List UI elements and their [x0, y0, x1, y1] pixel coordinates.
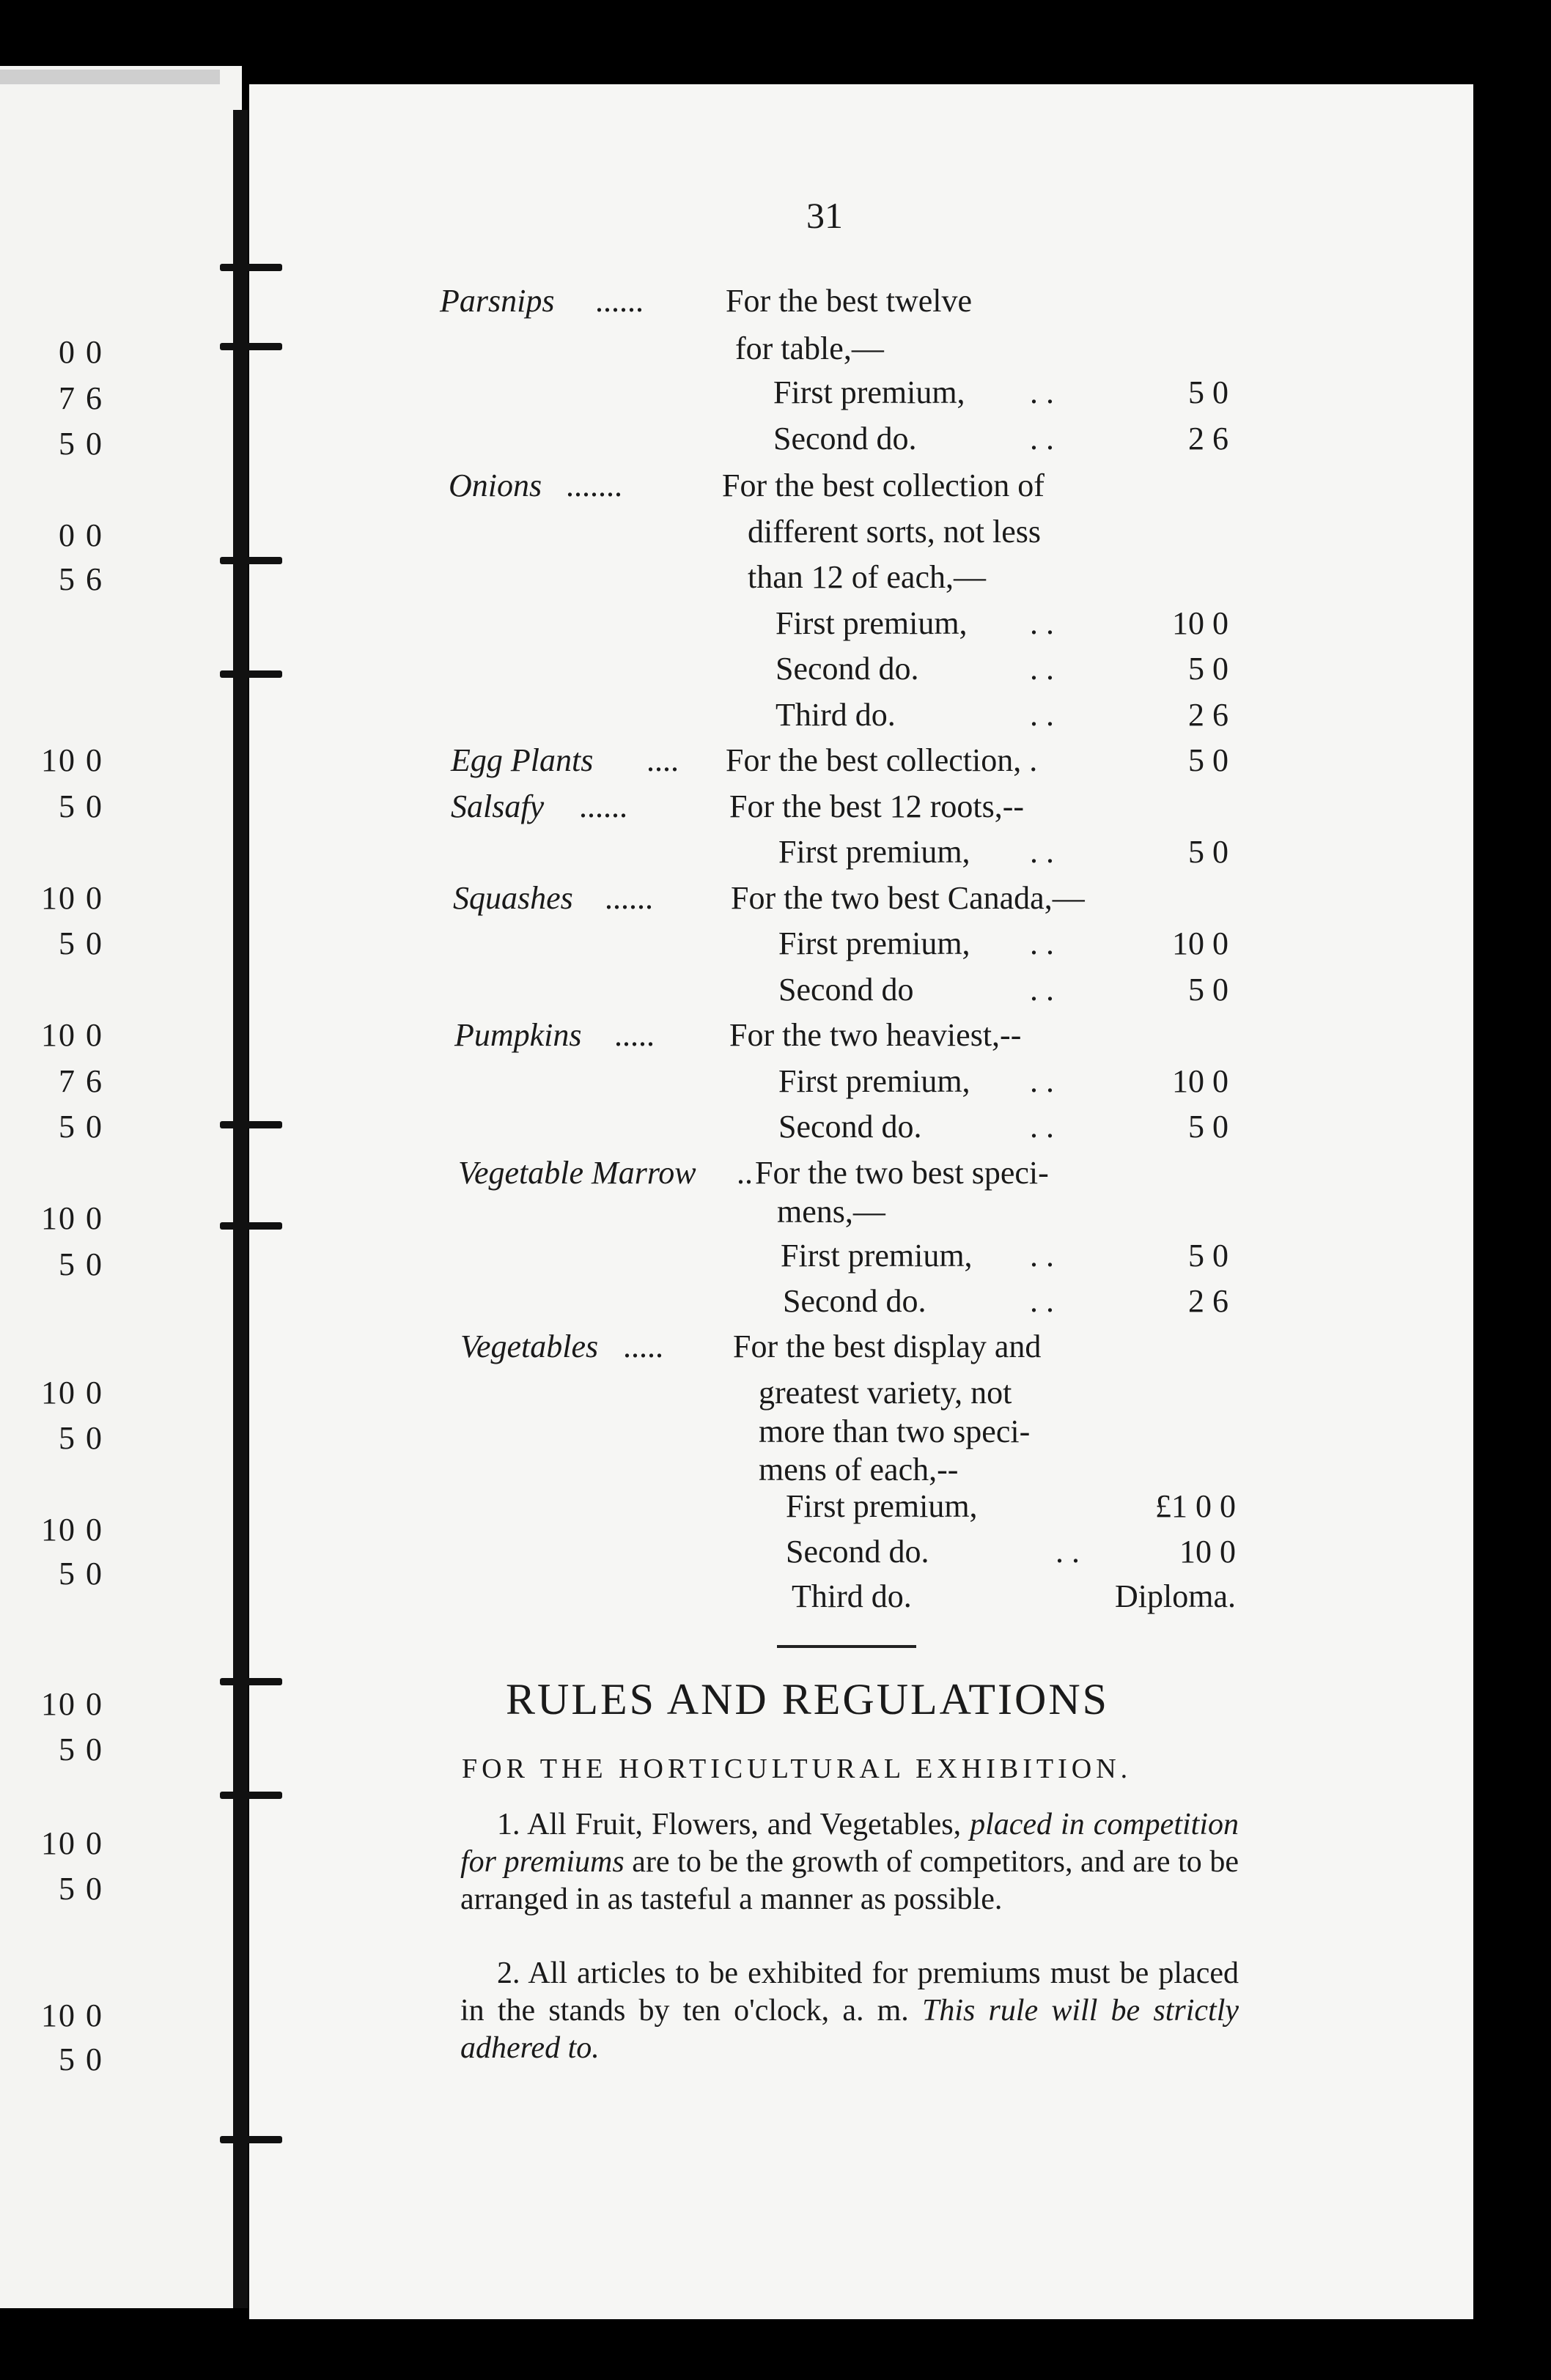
- leader-dots: ......: [595, 283, 644, 319]
- stitch-mark: [220, 343, 282, 350]
- entry-description: mens of each,--: [759, 1452, 959, 1488]
- left-page-amount: 0 0: [59, 334, 103, 370]
- premium-label: Second do: [778, 972, 914, 1008]
- page-edge: [0, 70, 220, 84]
- left-page-amount: 5 0: [59, 1109, 103, 1145]
- entry-name-parsnips: Parsnips: [440, 283, 555, 319]
- premium-amount: 10 0: [1172, 605, 1228, 641]
- leader-dots: . .: [1030, 374, 1054, 410]
- entry-name-onions: Onions: [449, 468, 542, 503]
- left-page-amount: 5 0: [59, 1556, 103, 1592]
- premium-amount: 10 0: [1172, 1063, 1228, 1099]
- left-page-amount: 10 0: [41, 742, 103, 778]
- rule-1: [460, 1806, 1239, 1918]
- leader-dots: .......: [566, 468, 622, 503]
- stitch-mark: [220, 1678, 282, 1685]
- entry-description: more than two speci-: [759, 1413, 1031, 1449]
- leader-dots: .....: [614, 1017, 655, 1053]
- entry-description: mens,—: [777, 1194, 885, 1230]
- premium-amount: 5 0: [1188, 651, 1228, 687]
- entry-description: different sorts, not less: [748, 514, 1042, 550]
- rule-1-text-start: 1. All Fruit, Flowers, and Vegetables,: [497, 1808, 962, 1841]
- leader-dots: .....: [623, 1328, 663, 1364]
- stitch-mark: [220, 1121, 282, 1128]
- leader-dots: . .: [1030, 421, 1054, 457]
- binding-gutter: [233, 110, 248, 2308]
- rules-heading: RULES AND REGULATIONS: [506, 1675, 1110, 1723]
- premium-label: First premium,: [781, 1238, 973, 1274]
- premium-label: Second do.: [783, 1283, 926, 1319]
- left-page-amount: 5 0: [59, 1246, 103, 1282]
- premium-amount: £1 0 0: [1155, 1488, 1236, 1524]
- left-page-amount: 5 6: [59, 561, 103, 597]
- leader-dots: ......: [605, 880, 653, 916]
- left-page-amount: 7 6: [59, 1063, 103, 1099]
- left-page-amount: 7 6: [59, 380, 103, 416]
- entry-name-vegetables: Vegetables: [460, 1328, 599, 1364]
- left-page-amount: 10 0: [41, 1686, 103, 1722]
- entry-name-salsafy: Salsafy: [451, 788, 545, 824]
- left-page-amount: 10 0: [41, 1017, 103, 1053]
- premium-label: First premium,: [786, 1488, 978, 1524]
- left-page-amount: 10 0: [41, 1998, 103, 2033]
- left-page-amount: 10 0: [41, 880, 103, 916]
- premium-amount: 10 0: [1179, 1534, 1236, 1570]
- left-page-amount: 5 0: [59, 925, 103, 961]
- entry-description: For the best collection, .: [726, 742, 1038, 778]
- leader-dots: ......: [579, 788, 627, 824]
- entry-description: For the two heaviest,--: [729, 1017, 1022, 1053]
- entry-description: For the best 12 roots,--: [729, 788, 1025, 824]
- leader-dots: . .: [1030, 925, 1054, 961]
- premium-label: Second do.: [778, 1109, 922, 1145]
- left-page-amount: 5 0: [59, 1420, 103, 1456]
- rules-subheading: FOR THE HORTICULTURAL EXHIBITION.: [462, 1753, 1132, 1784]
- entry-description: For the best display and: [733, 1328, 1042, 1364]
- premium-amount: 5 0: [1188, 1238, 1228, 1274]
- premium-label: First premium,: [773, 374, 965, 410]
- leader-dots: . .: [1030, 651, 1054, 687]
- leader-dots: . .: [1030, 1063, 1054, 1099]
- leader-dots: . .: [1030, 834, 1054, 870]
- premium-amount: 10 0: [1172, 925, 1228, 961]
- left-page-amount: 0 0: [59, 517, 103, 553]
- stitch-mark: [220, 264, 282, 271]
- premium-label: First premium,: [778, 834, 970, 870]
- premium-amount: 5 0: [1188, 374, 1228, 410]
- stitch-mark: [220, 1792, 282, 1799]
- entry-name-vegetable-marrow: Vegetable Marrow: [458, 1155, 696, 1191]
- premium-label: First premium,: [778, 925, 970, 961]
- leader-dots: ..: [737, 1155, 753, 1191]
- entry-description: For the best collection of: [722, 468, 1045, 503]
- page-number: 31: [806, 195, 843, 236]
- entry-description: For the best twelve: [726, 283, 973, 319]
- rule-2-text-italic: This rule will be strictly adhered to.: [460, 1994, 1239, 2065]
- entry-name-pumpkins: Pumpkins: [454, 1017, 582, 1053]
- leader-dots: . .: [1030, 972, 1054, 1008]
- entry-description: For the two best Canada,—: [731, 880, 1085, 916]
- entry-description: For the two best speci-: [755, 1155, 1049, 1191]
- leader-dots: . .: [1030, 1109, 1054, 1145]
- premium-amount: 5 0: [1188, 1109, 1228, 1145]
- premium-label: First premium,: [778, 1063, 970, 1099]
- premium-label: Second do.: [776, 651, 919, 687]
- premium-label: Third do.: [792, 1578, 912, 1614]
- left-page-fragment: [0, 66, 242, 2308]
- premium-label: Second do.: [773, 421, 917, 457]
- leader-dots: ....: [646, 742, 679, 778]
- entry-description: greatest variety, not: [759, 1375, 1012, 1411]
- left-page-amount: 10 0: [41, 1512, 103, 1548]
- stitch-mark: [220, 557, 282, 564]
- rule-1-text-end: are to be the growth of competitors, and are to be arranged in as tasteful a manner as possible.: [460, 1845, 1239, 1916]
- premium-amount: 5 0: [1188, 742, 1228, 778]
- left-page-amount: 5 0: [59, 2041, 103, 2077]
- premium-label: Third do.: [776, 697, 896, 733]
- entry-name-squashes: Squashes: [453, 880, 573, 916]
- premium-amount: 2 6: [1188, 1283, 1228, 1319]
- premium-label: First premium,: [776, 605, 968, 641]
- entry-description: for table,—: [735, 330, 884, 366]
- left-page-amount: 10 0: [41, 1200, 103, 1236]
- left-page-amount: 5 0: [59, 1871, 103, 1907]
- stitch-mark: [220, 2136, 282, 2143]
- leader-dots: . .: [1030, 605, 1054, 641]
- premium-amount: Diploma.: [1115, 1578, 1236, 1614]
- section-divider: [777, 1645, 916, 1648]
- left-page-amount: 5 0: [59, 1732, 103, 1767]
- premium-amount: 5 0: [1188, 972, 1228, 1008]
- stitch-mark: [220, 670, 282, 678]
- stitch-mark: [220, 1222, 282, 1230]
- premium-amount: 2 6: [1188, 421, 1228, 457]
- left-page-amount: 5 0: [59, 426, 103, 462]
- left-page-amount: 10 0: [41, 1375, 103, 1411]
- premium-amount: 5 0: [1188, 834, 1228, 870]
- left-page-amount: 5 0: [59, 788, 103, 824]
- leader-dots: . .: [1030, 697, 1054, 733]
- premium-label: Second do.: [786, 1534, 929, 1570]
- leader-dots: . .: [1030, 1283, 1054, 1319]
- entry-description: than 12 of each,—: [748, 559, 986, 595]
- rule-1-text-italic: placed in competition for premiums: [460, 1808, 1239, 1879]
- rule-2: [460, 1955, 1239, 2067]
- left-page-amount: 10 0: [41, 1825, 103, 1861]
- entry-name-egg-plants: Egg Plants: [451, 742, 594, 778]
- leader-dots: . .: [1030, 1238, 1054, 1274]
- leader-dots: . .: [1056, 1534, 1080, 1570]
- premium-amount: 2 6: [1188, 697, 1228, 733]
- rule-2-text-start: 2. All articles to be exhibited for premiums must be placed in the stands by ten o'clock, a. m.: [460, 1956, 1239, 2028]
